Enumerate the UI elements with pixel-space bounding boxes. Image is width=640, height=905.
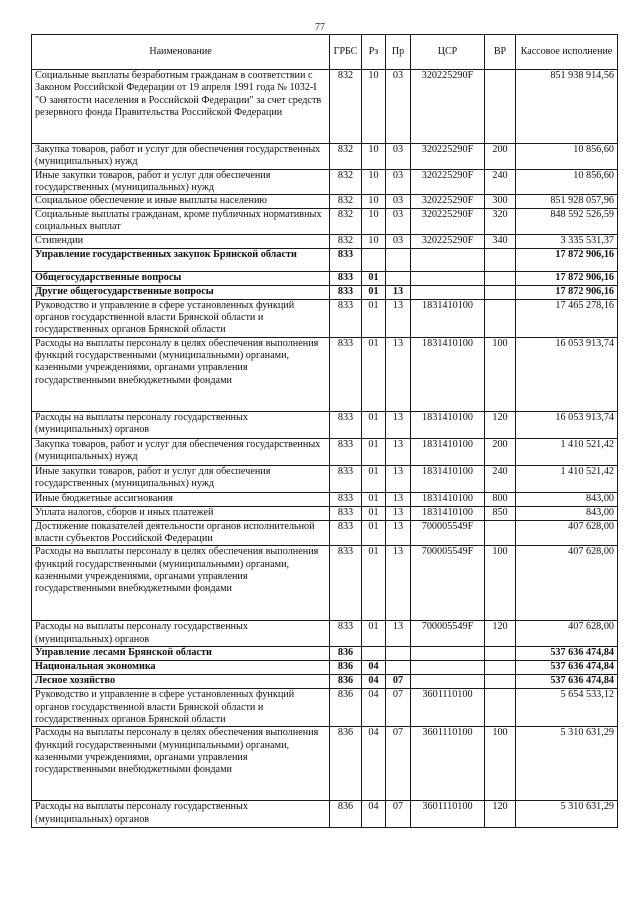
cell-grbs: 836 — [330, 661, 362, 675]
cell-name: Лесное хозяйство — [32, 675, 330, 689]
cell-csr: 1831410100 — [411, 337, 485, 411]
cell-csr — [411, 271, 485, 285]
cell-pr: 13 — [386, 492, 411, 506]
table-row — [32, 647, 618, 661]
cell-name: Общегосударственные вопросы — [32, 271, 330, 285]
cell-amount: 16 053 913,74 — [516, 337, 618, 411]
cell-vr: 120 — [485, 801, 516, 828]
cell-amount: 537 636 474,84 — [516, 647, 618, 661]
cell-name: Расходы на выплаты персоналу государственных (муниципальных) органов — [32, 801, 330, 828]
cell-amount: 5 310 631,29 — [516, 727, 618, 801]
cell-amount: 17 872 906,16 — [516, 285, 618, 299]
cell-grbs: 832 — [330, 234, 362, 248]
cell-amount: 537 636 474,84 — [516, 661, 618, 675]
header-vr: ВР — [485, 35, 516, 70]
cell-vr — [485, 285, 516, 299]
cell-amount: 10 856,60 — [516, 169, 618, 195]
table-row — [32, 520, 618, 546]
cell-name: Закупка товаров, работ и услуг для обеспечения государственных (муниципальных) нужд — [32, 144, 330, 170]
cell-amount: 10 856,60 — [516, 144, 618, 170]
cell-amount: 851 928 057,96 — [516, 195, 618, 209]
table-row — [32, 675, 618, 689]
cell-grbs: 833 — [330, 411, 362, 438]
cell-vr — [485, 520, 516, 546]
cell-pr — [386, 647, 411, 661]
cell-vr: 120 — [485, 411, 516, 438]
cell-amount: 537 636 474,84 — [516, 675, 618, 689]
cell-name: Расходы на выплаты персоналу в целях обеспечения выполнения функций государственными (муниципальными) органами, казенными учреждениями, органами управления государственными внебюджетными фондами — [32, 546, 330, 621]
table-row — [32, 465, 618, 492]
cell-rz: 04 — [362, 689, 386, 727]
cell-name: Стипендии — [32, 234, 330, 248]
cell-pr: 03 — [386, 234, 411, 248]
cell-rz — [362, 647, 386, 661]
cell-rz: 01 — [362, 520, 386, 546]
cell-csr: 1831410100 — [411, 506, 485, 520]
page-number: 77 — [315, 22, 325, 33]
cell-grbs: 836 — [330, 801, 362, 828]
cell-csr: 320225290F — [411, 209, 485, 235]
cell-grbs: 833 — [330, 299, 362, 337]
cell-pr: 13 — [386, 546, 411, 621]
cell-vr: 240 — [485, 465, 516, 492]
cell-csr: 320225290F — [411, 144, 485, 170]
cell-vr — [485, 661, 516, 675]
cell-grbs: 833 — [330, 248, 362, 271]
cell-vr — [485, 689, 516, 727]
cell-name: Управление лесами Брянской области — [32, 647, 330, 661]
table-row — [32, 209, 618, 235]
table-row — [32, 506, 618, 520]
cell-pr — [386, 248, 411, 271]
table-row — [32, 271, 618, 285]
cell-name: Управление государственных закупок Брянской области — [32, 248, 330, 271]
cell-vr: 200 — [485, 438, 516, 465]
cell-name: Руководство и управление в сфере установленных функций органов государственной власти Брянской области и государственных органов Брянской области — [32, 299, 330, 337]
cell-pr: 07 — [386, 675, 411, 689]
table-row — [32, 727, 618, 801]
cell-pr: 13 — [386, 465, 411, 492]
cell-pr: 13 — [386, 520, 411, 546]
cell-name: Расходы на выплаты персоналу в целях обеспечения выполнения функций государственными (муниципальными) органами, казенными учреждениями, органами управления государственными внебюджетными фондами — [32, 337, 330, 411]
cell-vr — [485, 299, 516, 337]
cell-vr: 100 — [485, 727, 516, 801]
budget-table — [31, 34, 618, 828]
header-rz: Рз — [362, 35, 386, 70]
cell-grbs: 833 — [330, 621, 362, 647]
cell-rz: 10 — [362, 144, 386, 170]
cell-grbs: 833 — [330, 492, 362, 506]
cell-rz: 01 — [362, 465, 386, 492]
cell-vr: 240 — [485, 169, 516, 195]
cell-grbs: 836 — [330, 647, 362, 661]
cell-amount: 1 410 521,42 — [516, 465, 618, 492]
cell-amount: 3 335 531,37 — [516, 234, 618, 248]
cell-grbs: 832 — [330, 169, 362, 195]
cell-grbs: 832 — [330, 70, 362, 144]
cell-rz: 10 — [362, 234, 386, 248]
cell-amount: 1 410 521,42 — [516, 438, 618, 465]
cell-csr — [411, 248, 485, 271]
cell-rz — [362, 248, 386, 271]
cell-vr — [485, 675, 516, 689]
cell-name: Иные закупки товаров, работ и услуг для обеспечения государственных (муниципальных) нужд — [32, 169, 330, 195]
cell-csr: 3601110100 — [411, 801, 485, 828]
table-row — [32, 661, 618, 675]
cell-csr: 320225290F — [411, 169, 485, 195]
cell-amount: 407 628,00 — [516, 520, 618, 546]
table-row — [32, 546, 618, 621]
cell-rz: 01 — [362, 299, 386, 337]
table-row — [32, 169, 618, 195]
cell-name: Социальные выплаты гражданам, кроме публичных нормативных социальных выплат — [32, 209, 330, 235]
cell-vr: 850 — [485, 506, 516, 520]
cell-name: Социальное обеспечение и иные выплаты населению — [32, 195, 330, 209]
cell-rz: 01 — [362, 285, 386, 299]
cell-csr: 3601110100 — [411, 689, 485, 727]
cell-vr — [485, 248, 516, 271]
cell-pr: 03 — [386, 144, 411, 170]
cell-rz: 01 — [362, 337, 386, 411]
cell-grbs: 833 — [330, 520, 362, 546]
cell-pr — [386, 661, 411, 675]
table-row — [32, 144, 618, 170]
cell-pr: 13 — [386, 506, 411, 520]
table-row — [32, 248, 618, 271]
cell-rz: 10 — [362, 209, 386, 235]
cell-pr: 03 — [386, 195, 411, 209]
cell-pr: 07 — [386, 801, 411, 828]
cell-csr: 320225290F — [411, 70, 485, 144]
cell-name: Иные закупки товаров, работ и услуг для обеспечения государственных (муниципальных) нужд — [32, 465, 330, 492]
cell-pr: 03 — [386, 70, 411, 144]
cell-vr: 320 — [485, 209, 516, 235]
table-row — [32, 234, 618, 248]
cell-csr: 700005549F — [411, 520, 485, 546]
cell-csr: 700005549F — [411, 621, 485, 647]
cell-rz: 04 — [362, 801, 386, 828]
table-row — [32, 438, 618, 465]
header-pr: Пр — [386, 35, 411, 70]
cell-vr: 100 — [485, 546, 516, 621]
cell-name: Социальные выплаты безработным гражданам в соответствии с Законом Российской Федерации от 19 апреля 1991 года № 1032-I "О занятости населения в Российской Федерации" за счет средств резервного фонда Правительства Российской Федерации — [32, 70, 330, 144]
cell-pr: 03 — [386, 209, 411, 235]
cell-pr — [386, 271, 411, 285]
cell-name: Расходы на выплаты персоналу государственных (муниципальных) органов — [32, 621, 330, 647]
cell-rz: 04 — [362, 727, 386, 801]
cell-vr: 200 — [485, 144, 516, 170]
cell-rz: 04 — [362, 661, 386, 675]
table-row — [32, 195, 618, 209]
cell-grbs: 833 — [330, 438, 362, 465]
cell-vr — [485, 271, 516, 285]
cell-amount: 843,00 — [516, 506, 618, 520]
cell-rz: 01 — [362, 506, 386, 520]
header-csr: ЦСР — [411, 35, 485, 70]
cell-grbs: 832 — [330, 209, 362, 235]
cell-amount: 851 938 914,56 — [516, 70, 618, 144]
table-row — [32, 492, 618, 506]
cell-csr: 1831410100 — [411, 465, 485, 492]
cell-vr: 300 — [485, 195, 516, 209]
cell-amount: 17 872 906,16 — [516, 271, 618, 285]
cell-pr: 07 — [386, 727, 411, 801]
cell-grbs: 836 — [330, 727, 362, 801]
cell-csr: 1831410100 — [411, 438, 485, 465]
cell-pr: 13 — [386, 438, 411, 465]
table-row — [32, 411, 618, 438]
cell-name: Руководство и управление в сфере установленных функций органов государственной власти Брянской области и государственных органов Брянской области — [32, 689, 330, 727]
cell-grbs: 833 — [330, 271, 362, 285]
cell-name: Закупка товаров, работ и услуг для обеспечения государственных (муниципальных) нужд — [32, 438, 330, 465]
cell-amount: 407 628,00 — [516, 621, 618, 647]
cell-csr: 320225290F — [411, 195, 485, 209]
cell-grbs: 832 — [330, 195, 362, 209]
cell-csr: 1831410100 — [411, 411, 485, 438]
cell-name: Достижение показателей деятельности органов исполнительной власти субъектов Российской Федерации — [32, 520, 330, 546]
table-row — [32, 689, 618, 727]
cell-pr: 07 — [386, 689, 411, 727]
table-row — [32, 621, 618, 647]
table-row — [32, 299, 618, 337]
cell-amount: 5 654 533,12 — [516, 689, 618, 727]
cell-csr — [411, 647, 485, 661]
cell-rz: 04 — [362, 675, 386, 689]
cell-pr: 13 — [386, 621, 411, 647]
cell-rz: 01 — [362, 438, 386, 465]
cell-amount: 17 872 906,16 — [516, 248, 618, 271]
cell-pr: 13 — [386, 285, 411, 299]
cell-grbs: 833 — [330, 337, 362, 411]
cell-rz: 01 — [362, 411, 386, 438]
cell-pr: 13 — [386, 411, 411, 438]
table-row — [32, 337, 618, 411]
table-header-row — [32, 35, 618, 70]
cell-vr: 100 — [485, 337, 516, 411]
cell-rz: 10 — [362, 70, 386, 144]
cell-amount: 848 592 526,59 — [516, 209, 618, 235]
cell-grbs: 832 — [330, 144, 362, 170]
cell-name: Расходы на выплаты персоналу государственных (муниципальных) органов — [32, 411, 330, 438]
cell-name: Иные бюджетные ассигнования — [32, 492, 330, 506]
cell-csr: 1831410100 — [411, 492, 485, 506]
cell-amount: 16 053 913,74 — [516, 411, 618, 438]
cell-csr — [411, 661, 485, 675]
cell-rz: 01 — [362, 546, 386, 621]
table-row — [32, 801, 618, 828]
cell-amount: 17 465 278,16 — [516, 299, 618, 337]
cell-csr: 320225290F — [411, 234, 485, 248]
cell-vr: 340 — [485, 234, 516, 248]
cell-grbs: 833 — [330, 506, 362, 520]
cell-rz: 01 — [362, 271, 386, 285]
cell-rz: 10 — [362, 169, 386, 195]
cell-grbs: 833 — [330, 465, 362, 492]
cell-grbs: 836 — [330, 689, 362, 727]
cell-pr: 13 — [386, 337, 411, 411]
cell-name: Национальная экономика — [32, 661, 330, 675]
cell-rz: 01 — [362, 621, 386, 647]
header-name: Наименование — [32, 35, 330, 70]
cell-grbs: 833 — [330, 285, 362, 299]
cell-pr: 13 — [386, 299, 411, 337]
cell-name: Уплата налогов, сборов и иных платежей — [32, 506, 330, 520]
cell-vr — [485, 70, 516, 144]
cell-amount: 407 628,00 — [516, 546, 618, 621]
cell-pr: 03 — [386, 169, 411, 195]
cell-csr — [411, 675, 485, 689]
cell-amount: 5 310 631,29 — [516, 801, 618, 828]
cell-rz: 01 — [362, 492, 386, 506]
cell-grbs: 836 — [330, 675, 362, 689]
cell-csr: 700005549F — [411, 546, 485, 621]
cell-grbs: 833 — [330, 546, 362, 621]
cell-name: Расходы на выплаты персоналу в целях обеспечения выполнения функций государственными (муниципальными) органами, казенными учреждениями, органами управления государственными внебюджетными фондами — [32, 727, 330, 801]
cell-vr: 800 — [485, 492, 516, 506]
table-row — [32, 285, 618, 299]
table-row — [32, 70, 618, 144]
cell-csr: 1831410100 — [411, 299, 485, 337]
cell-vr: 120 — [485, 621, 516, 647]
header-grbs: ГРБС — [330, 35, 362, 70]
cell-vr — [485, 647, 516, 661]
cell-rz: 10 — [362, 195, 386, 209]
cell-name: Другие общегосударственные вопросы — [32, 285, 330, 299]
cell-csr — [411, 285, 485, 299]
header-amount: Кассовое исполнение — [516, 35, 618, 70]
cell-amount: 843,00 — [516, 492, 618, 506]
cell-csr: 3601110100 — [411, 727, 485, 801]
